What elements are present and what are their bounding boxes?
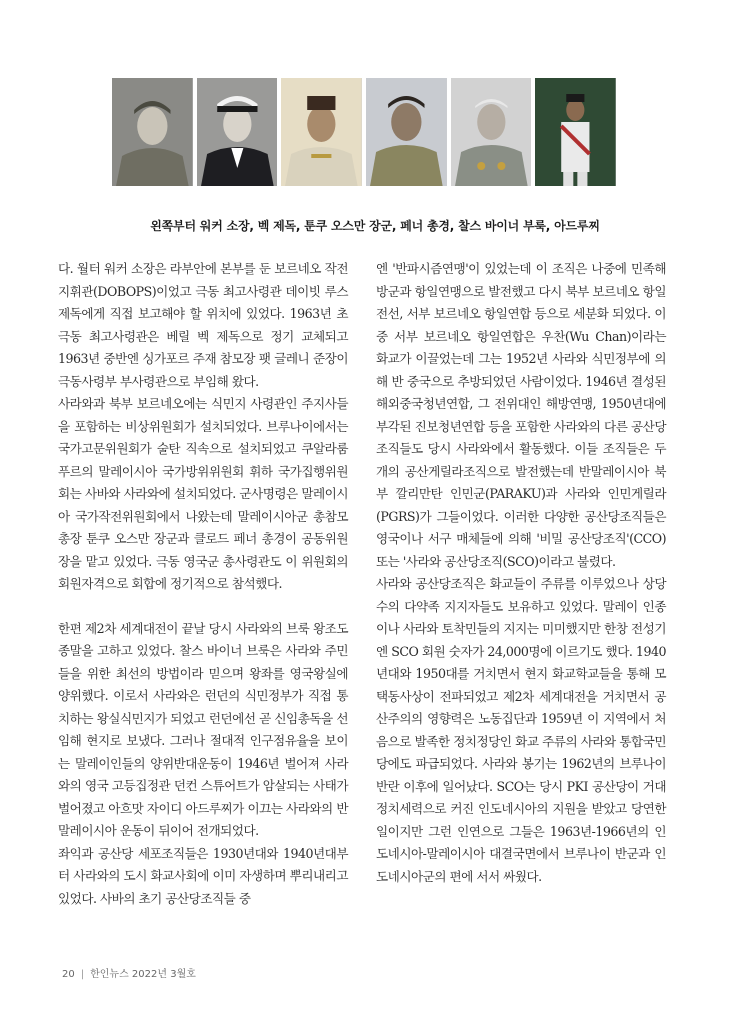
page-number: 20 xyxy=(62,969,75,980)
paragraph: 다. 월터 워커 소장은 라부안에 본부를 둔 보르네오 작전 지휘관(DOBOPS)이었고 극동 최고사령관 데이빗 루스 제독에게 직접 보고해야 할 위치에 있었다. 1963년 초 극동 최고사령관은 베릴 벡 제독으로 정기 교체되고 1963년 중반엔 싱가포르 주재 참모장 팻 글레니 준장이 극동사령부 부사령관으로 부임해 왔다. xyxy=(58,261,348,389)
photo-strip xyxy=(112,78,616,186)
portrait-photo-penner xyxy=(366,78,447,186)
paragraph: 한편 제2차 세계대전이 끝날 당시 사라와의 브룩 왕조도 종말을 고하고 있었다. 찰스 바이너 브룩은 사라와 주민들을 위한 최선의 방법이라 믿으며 왕좌를 영국왕실에 양위했다. 이로서 사라와은 런던의 식민정부가 직접 통치하는 왕실식민지가 되었고 런던에선 곧 신임총독을 선임해 현지로 보냈다. 그러나 절대적 인구점유율을 보이는 말레이인들의 양위반대운동이 1946년 벌어져 사라와의 영국 고등집정관 던컨 스튜어트가 암살되는 사태가 벌어졌고 아흐맛 자이디 아드루찌가 이끄는 사라와의 반 말레이시아 운동이 뒤이어 전개되었다. xyxy=(58,620,348,838)
left-column xyxy=(58,258,348,910)
paragraph: 엔 '반파시즘연맹'이 있었는데 이 조직은 나중에 민족해방군과 항일연맹으로 발전했고 다시 북부 보르네오 항일전선, 서부 보르네오 항일연합 등으로 세분화 되었다. 이중 서부 보르네오 항일연합은 우찬(Wu Chan)이라는 화교가 이끌었는데 그는 1952년 사라와 식민정부에 의해 반 중국으로 추방되었던 사람이었다. 1946년 결성된 해외중국청년연합, 그 전위대인 해방연맹, 1950년대에 부각된 진보청년연합 등을 포함한 사라와의 다른 공산당 조직들도 당시 사라와에서 활동했다. 이들 조직들은 두 개의 공산게릴라조직으로 발전했는데 반말레이시아 북부 깔리만탄 인민군(PARAKU)과 사라와 인민게릴라(PGRS)가 그들이었다. 이러한 다양한 공산당조직들은 영국이나 서구 매체들에 의해 '비밀 공산당조직'(CCO) 또는 '사라와 공산당조직(SCO)이라고 불렸다. xyxy=(376,261,666,569)
portrait-photo-beck xyxy=(197,78,278,186)
footer-divider: | xyxy=(80,969,85,980)
publication-name: 한인뉴스 2022년 3월호 xyxy=(90,969,196,980)
portrait-photo-vyner-brooke xyxy=(451,78,532,186)
page-footer xyxy=(62,965,196,980)
portrait-photo-adruzi xyxy=(535,78,616,186)
right-column xyxy=(376,258,666,888)
portrait-photo-tunku xyxy=(281,78,362,186)
paragraph: 좌익과 공산당 세포조직들은 1930년대와 1940년대부터 사라와의 도시 화교사회에 이미 자생하며 뿌리내리고 있었다. 사바의 초기 공산당조직들 중 xyxy=(58,845,348,906)
paragraph: 사라와 공산당조직은 화교들이 주류를 이루었으나 상당수의 다약족 지지자들도 보유하고 있었다. 말레이 인종이나 사라와 토착민들의 지지는 미미했지만 한창 전성기엔 SCO 회원 숫자가 24,000명에 이르기도 했다. 1940년대와 1950대를 거치면서 현지 화교학교들을 통해 모택동사상이 전파되었고 제2차 세계대전을 거치면서 공산주의의 영향력은 노동집단과 1959년 이 지역에서 처음으로 발족한 정치정당인 화교 주류의 사라와 통합국민당에도 파급되었다. 사라와 봉기는 1962년의 브루나이 반란 이후에 일어났다. SCO는 당시 PKI 공산당이 거대 정치세력으로 커진 인도네시아의 지원을 받았고 당연한 일이지만 그런 인연으로 그들은 1963년-1966년의 인도네시아-말레이시아 대결국면에서 브루나이 반군과 인도네시아군의 편에 서서 싸웠다. xyxy=(376,576,666,884)
portrait-photo-walker xyxy=(112,78,193,186)
paragraph: 사라와과 북부 보르네오에는 식민지 사령관인 주지사들을 포함하는 비상위원회가 설치되었다. 브루나이에서는 국가고문위원회가 술탄 직속으로 설치되었고 쿠알라룸푸르의 말레이시아 국가방위위원회 휘하 국가집행위원회는 사바와 사라와에 설치되었다. 군사명령은 말레이시아 국가작전위원회에서 나왔는데 말레이시아군 총참모총장 툰쿠 오스만 장군과 클로드 페너 총경이 공동위원장을 맡고 있었다. 극동 영국군 총사령관도 이 위원회의 회원자격으로 회합에 정기적으로 참석했다. xyxy=(58,396,348,591)
photo-caption: 왼쪽부터 워커 소장, 벡 제독, 툰쿠 오스만 장군, 페너 총경, 찰스 바이너 부룩, 아드루찌 xyxy=(150,219,600,233)
